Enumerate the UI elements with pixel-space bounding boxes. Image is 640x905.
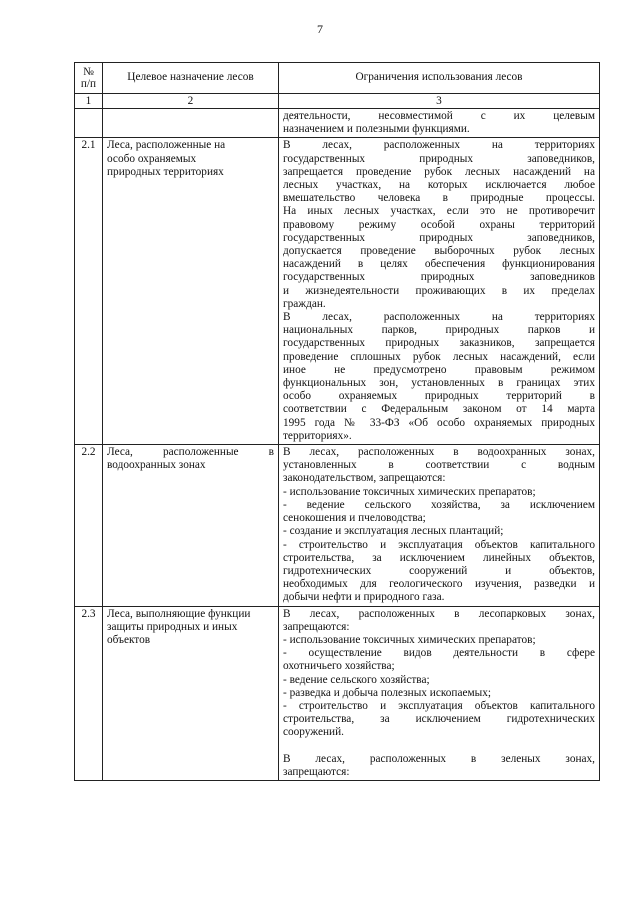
table-header-row [75,63,600,94]
row-restrictions: В лесах, расположенных в лесопарковых зонах, запрещаются: - использование токсичных химических препаратов; - осуществление видов деятельности в сфере охотничьего хозяйства; - ведение сельского хозяйства; - разведка и добыча полезных ископаемых; - строительство и эксплуатация объектов капитального строительства, за исключением гидротехнических сооружений. В лесах, расположенных в зеленых зонах, запрещаются: [279,606,600,780]
table-row [75,138,600,445]
header-purpose: Целевое назначение лесов [103,63,279,94]
column-number: 1 [75,94,103,109]
continuation-text [279,109,600,138]
continuation-row [75,109,600,138]
column-number: 3 [279,94,600,109]
row-purpose: Леса, расположенные в водоохранных зонах [103,445,279,606]
row-restrictions: В лесах, расположенных в водоохранных зонах, установленных в соответствии с водным законодательством, запрещаются: - использование токсичных химических препаратов; - ведение сельского хозяйства, за исключением сенокошения и пчеловодства; - создание и эксплуатация лесных плантаций; - строительство и эксплуатация объектов капитального строительства, за исключением линейных объектов, гидротехнических сооружений и объектов, необходимых для геологического изучения, разведки и добычи нефти и природного газа. [279,445,600,606]
text-line: назначением и полезными функциями. [283,123,470,136]
row-number: 2.1 [75,138,103,445]
column-number: 2 [103,94,279,109]
table-row [75,445,600,606]
header-number: № п/п [75,63,103,94]
forest-restrictions-table [74,62,600,781]
header-restrictions: Ограничения использования лесов [279,63,600,94]
row-number: 2.3 [75,606,103,780]
row-number: 2.2 [75,445,103,606]
page-number: 7 [317,22,323,36]
table-row [75,606,600,780]
text-line: деятельности, несовместимой с их целевым [283,110,595,122]
column-number-row [75,94,600,109]
row-restrictions: В лесах, расположенных на территориях государственных природных заповедников, запрещается проведение рубок лесных насаждений на лесных участках, на которых исключается любое вмешательство человека в природные процессы. На иных лесных участках, если это не противоречит правовому режиму особой охраны территорий государственных природных заповедников, допускается проведение выборочных рубок лесных насаждений в целях обеспечения функционирования государственных природных заповедников и жизнедеятельности проживающих в их пределах граждан. В лесах, расположенных на территориях национальных парков, природных парков и государственных природных заказников, запрещается проведение сплошных рубок лесных насаждений, если иное не предусмотрено правовым режимом функциональных зон, установленных в границах этих особо охраняемых природных территорий в соответствии с Федеральным законом от 14 марта 1995 года № 33-ФЗ «Об особо охраняемых природных территориях». [279,138,600,445]
row-purpose: Леса, расположенные на особо охраняемых природных территориях [103,138,279,445]
row-purpose: Леса, выполняющие функции защиты природных и иных объектов [103,606,279,780]
